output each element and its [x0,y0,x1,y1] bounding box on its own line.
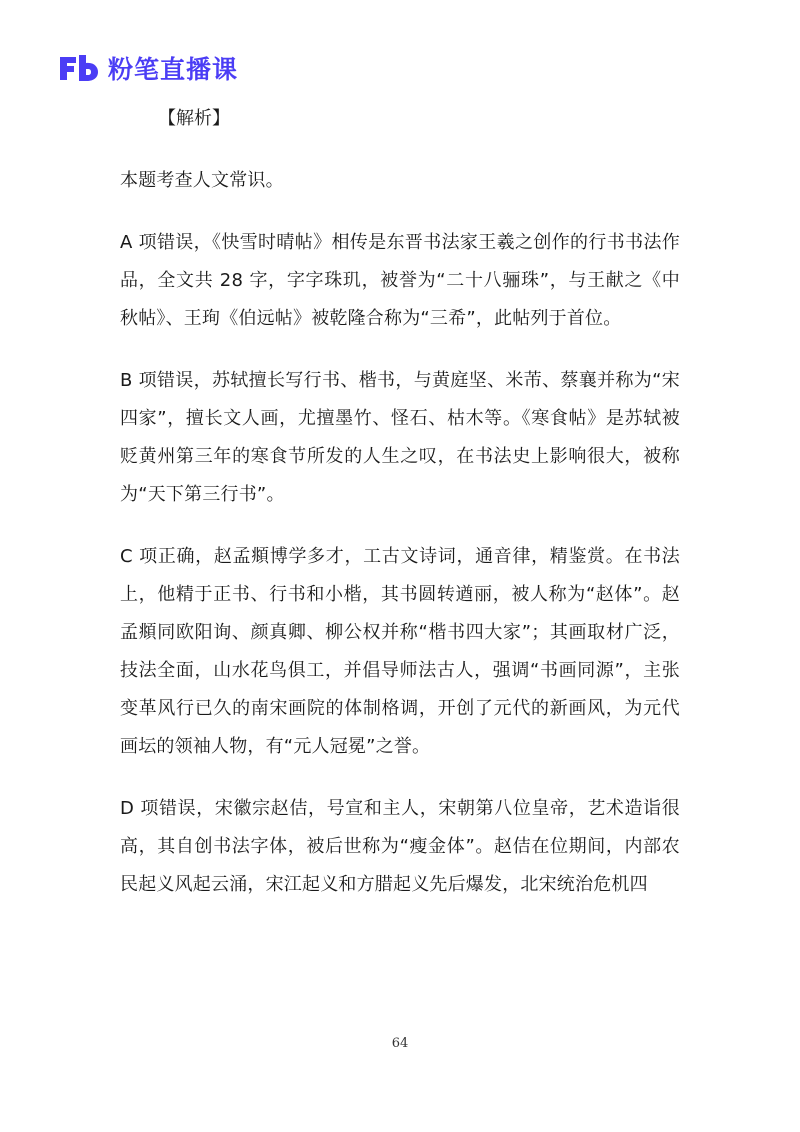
brand-name: 粉笔直播课 [108,55,239,84]
page-number: 64 [391,1036,409,1051]
paragraph-option-c: C 项正确，赵孟頫博学多才，工古文诗词，通音律，精鉴赏。在书法上，他精于正书、行书和小楷，其书圆转遒丽，被人称为“赵体”。赵孟頫同欧阳询、颜真卿、柳公权并称“楷书四大家”；其画取材广泛，技法全面，山水花鸟俱工，并倡导师法古人，强调“书画同源”，主张变革风行已久的南宋画院的体制格调，开创了元代的新画风，为元代画坛的领袖人物，有“元人冠冕”之誉。 [120,546,680,757]
fb-logo-icon [58,53,100,83]
paragraph-intro: 本题考查人文常识。 [120,170,284,191]
header-logo [58,48,238,88]
paragraph-option-b: B 项错误，苏轼擅长写行书、楷书，与黄庭坚、米芾、蔡襄并称为“宋四家”，擅长文人画，尤擅墨竹、怪石、枯木等。《寒食帖》是苏轼被贬黄州第三年的寒食节所发的人生之叹，在书法史上影响很大，被称为“天下第三行书”。 [120,370,680,505]
paragraph-option-d: D 项错误，宋徽宗赵佶，号宣和主人，宋朝第八位皇帝，艺术造诣很高，其自创书法字体，被后世称为“瘦金体”。赵佶在位期间，内部农民起义风起云涌，宋江起义和方腊起义先后爆发，北宋统治危机四 [120,798,680,895]
paragraph-option-a: A 项错误，《快雪时晴帖》相传是东晋书法家王羲之创作的行书书法作品，全文共 28 字，字字珠玑，被誉为“二十八骊珠”，与王献之《中秋帖》、王珣《伯远帖》被乾隆合称为“三希”，此帖列于首位。 [120,232,680,329]
section-label: 【解析】 [158,108,230,129]
analysis-content [120,100,680,928]
